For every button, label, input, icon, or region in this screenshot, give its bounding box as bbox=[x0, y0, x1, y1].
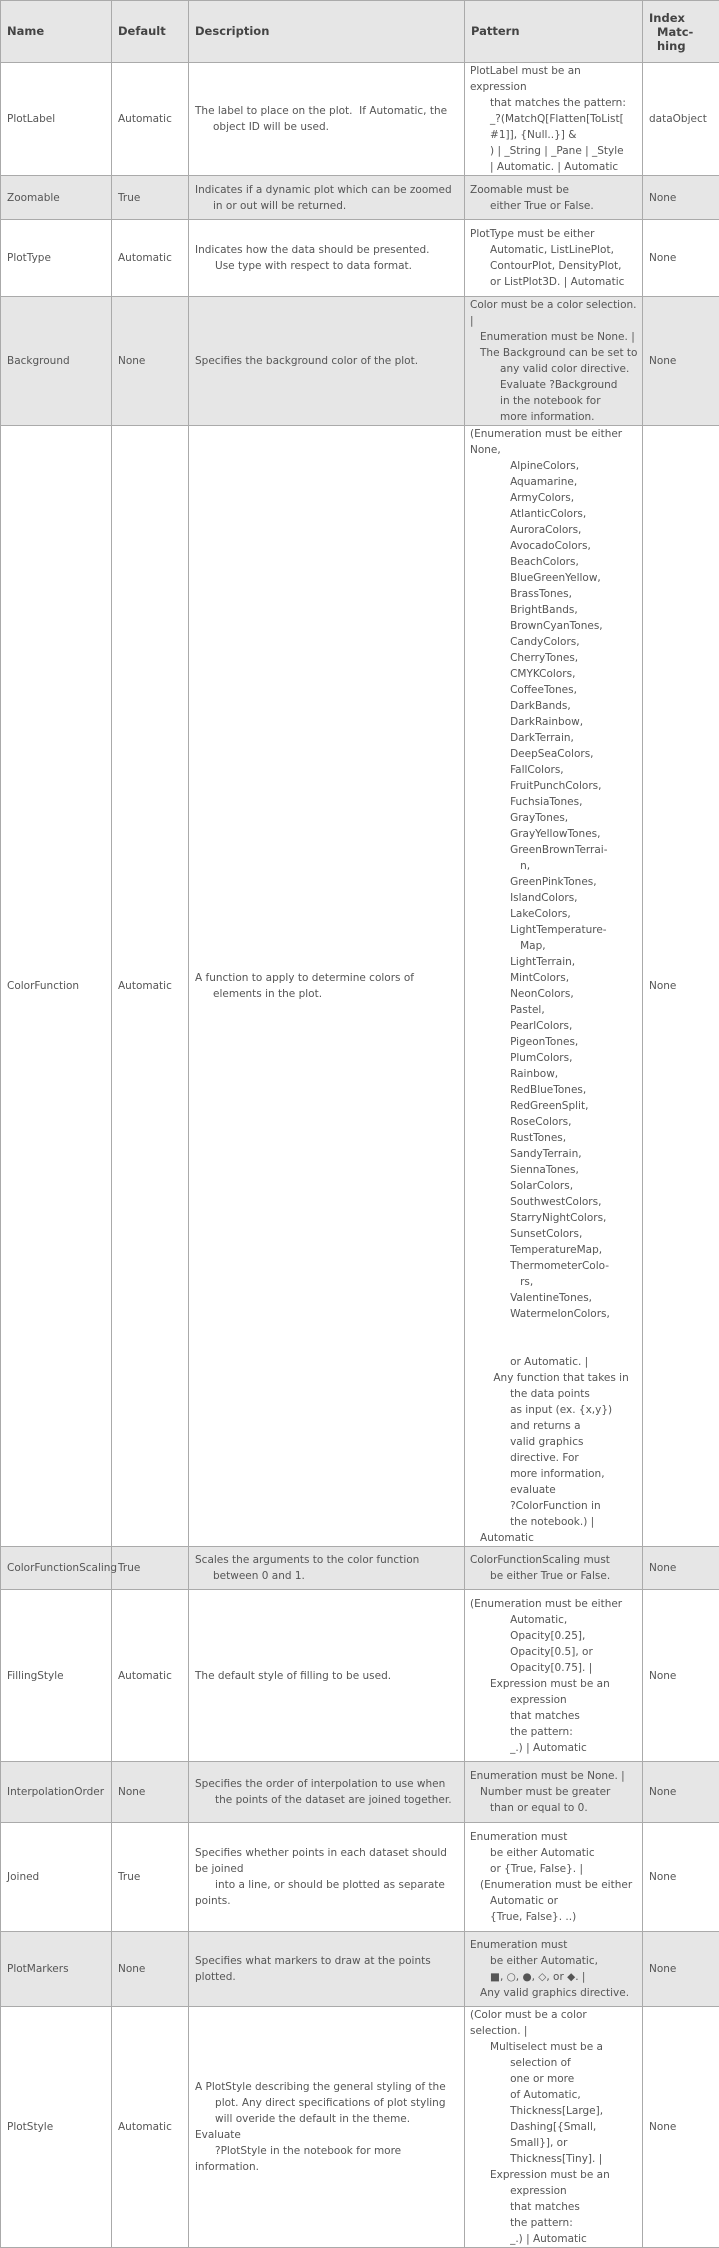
pattern-text: PlotLabel must be an expression that matches the pattern: _?(MatchQ[Flatten[ToList[ #1]], {Null..}] & ) | _String | _Pane | _Style | Automatic. | Automatic bbox=[470, 63, 638, 175]
cell-default: Automatic bbox=[112, 63, 189, 176]
table-row bbox=[1, 1762, 719, 1823]
description-text: Specifies what markers to draw at the points plotted. bbox=[195, 1953, 458, 1985]
header-index-line2: Matc- bbox=[649, 25, 713, 39]
cell-pattern bbox=[465, 1547, 643, 1590]
cell-pattern bbox=[465, 2007, 643, 2248]
pattern-text: (Color must be a color selection. | Multiselect must be a selection of one or more of Automatic, Thickness[Large], Dashing[{Small, Small}], or Thickness[Tiny]. | Expression must be an expression that matches the pattern: _.) | Automatic bbox=[470, 2007, 638, 2247]
cell-pattern bbox=[465, 176, 643, 220]
cell-description bbox=[189, 220, 465, 297]
table-row bbox=[1, 1932, 719, 2007]
table-row bbox=[1, 1590, 719, 1762]
cell-default: None bbox=[112, 1932, 189, 2007]
cell-name: FillingStyle bbox=[1, 1590, 112, 1762]
table-row bbox=[1, 1547, 719, 1590]
description-text: Indicates if a dynamic plot which can be zoomed in or out will be returned. bbox=[195, 182, 458, 214]
description-text: The default style of filling to be used. bbox=[195, 1668, 458, 1684]
description-text: Scales the arguments to the color function between 0 and 1. bbox=[195, 1552, 458, 1584]
cell-pattern bbox=[465, 1590, 643, 1762]
pattern-text: Color must be a color selection. | Enumeration must be None. | The Background can be set to any valid color directive. Evaluate ?Background in the notebook for more information. bbox=[470, 297, 638, 425]
cell-description bbox=[189, 176, 465, 220]
cell-index: None bbox=[643, 220, 719, 297]
cell-pattern bbox=[465, 297, 643, 426]
cell-name: ColorFunctionScaling bbox=[1, 1547, 112, 1590]
cell-description bbox=[189, 1762, 465, 1823]
header-index-line1: Index bbox=[649, 11, 713, 25]
cell-index: None bbox=[643, 2007, 719, 2248]
cell-name: ColorFunction bbox=[1, 426, 112, 1547]
pattern-text: Enumeration must be either Automatic, ■, ○, ●, ◇, or ◆. | Any valid graphics directive. bbox=[470, 1937, 638, 2001]
cell-name: Background bbox=[1, 297, 112, 426]
header-row bbox=[1, 1, 719, 63]
cell-index: None bbox=[643, 1590, 719, 1762]
cell-description bbox=[189, 297, 465, 426]
pattern-text: (Enumeration must be either None, AlpineColors, Aquamarine, ArmyColors, AtlanticColors, AuroraColors, AvocadoColors, BeachColors, BlueGreenYellow, BrassTones, BrightBands, BrownCyanTones, CandyColors, CherryTones, CMYKColors, CoffeeTones, DarkBands, DarkRainbow, DarkTerrain, DeepSeaColors, FallColors, FruitPunchColors, FuchsiaTones, GrayTones, GrayYellowTones, GreenBrownTerrai- n, GreenPinkTones, IslandColors, LakeColors, LightTemperature- Map, LightTerrain, MintColors, NeonColors, Pastel, PearlColors, PigeonTones, PlumColors, Rainbow, RedBlueTones, RedGreenSplit, RoseColors, RustTones, SandyTerrain, SiennaTones, SolarColors, SouthwestColors, StarryNightColors, SunsetColors, TemperatureMap, ThermometerColo- rs, ValentineTones, WatermelonColors, or Automatic. | Any function that takes in the data points as input (ex. {x,y}) and returns a valid graphics directive. For more information, evaluate ?ColorFunction in the notebook.) | Automatic bbox=[470, 426, 638, 1546]
cell-index: None bbox=[643, 1932, 719, 2007]
cell-name: Zoomable bbox=[1, 176, 112, 220]
cell-default: Automatic bbox=[112, 1590, 189, 1762]
cell-index: None bbox=[643, 1823, 719, 1932]
description-text: Specifies whether points in each dataset should be joined into a line, or should be plotted as separate points. bbox=[195, 1845, 458, 1909]
table-row bbox=[1, 297, 719, 426]
cell-name: InterpolationOrder bbox=[1, 1762, 112, 1823]
header-pattern: Pattern bbox=[465, 1, 643, 63]
cell-default: True bbox=[112, 1547, 189, 1590]
cell-name: PlotStyle bbox=[1, 2007, 112, 2248]
cell-pattern bbox=[465, 1932, 643, 2007]
header-index-matching bbox=[643, 1, 719, 63]
table-row bbox=[1, 1823, 719, 1932]
table-row bbox=[1, 220, 719, 297]
cell-description bbox=[189, 426, 465, 1547]
pattern-text: Enumeration must be None. | Number must be greater than or equal to 0. bbox=[470, 1768, 638, 1816]
cell-description bbox=[189, 1932, 465, 2007]
cell-index: None bbox=[643, 1547, 719, 1590]
header-description: Description bbox=[189, 1, 465, 63]
cell-index: None bbox=[643, 176, 719, 220]
pattern-text: PlotType must be either Automatic, ListLinePlot, ContourPlot, DensityPlot, or ListPlot3D. | Automatic bbox=[470, 226, 638, 290]
cell-index: None bbox=[643, 1762, 719, 1823]
pattern-text: (Enumeration must be either Automatic, Opacity[0.25], Opacity[0.5], or Opacity[0.75]. | Expression must be an expression that matches the pattern: _.) | Automatic bbox=[470, 1596, 638, 1756]
pattern-text: Enumeration must be either Automatic or {True, False}. | (Enumeration must be either Automatic or {True, False}. ..) bbox=[470, 1829, 638, 1925]
table-row bbox=[1, 63, 719, 176]
cell-default: None bbox=[112, 297, 189, 426]
cell-description bbox=[189, 1547, 465, 1590]
cell-index: None bbox=[643, 426, 719, 1547]
cell-pattern bbox=[465, 1823, 643, 1932]
table-row bbox=[1, 2007, 719, 2248]
cell-default: True bbox=[112, 176, 189, 220]
header-index-line3: hing bbox=[649, 39, 713, 53]
cell-default: None bbox=[112, 1762, 189, 1823]
cell-default: Automatic bbox=[112, 2007, 189, 2248]
cell-default: True bbox=[112, 1823, 189, 1932]
description-text: Specifies the order of interpolation to use when the points of the dataset are joined together. bbox=[195, 1776, 458, 1808]
cell-pattern bbox=[465, 1762, 643, 1823]
cell-name: PlotType bbox=[1, 220, 112, 297]
cell-description bbox=[189, 1590, 465, 1762]
description-text: A function to apply to determine colors of elements in the plot. bbox=[195, 970, 458, 1002]
cell-name: PlotLabel bbox=[1, 63, 112, 176]
cell-name: PlotMarkers bbox=[1, 1932, 112, 2007]
description-text: Indicates how the data should be presented. Use type with respect to data format. bbox=[195, 242, 458, 274]
cell-description bbox=[189, 2007, 465, 2248]
description-text: Specifies the background color of the plot. bbox=[195, 353, 458, 369]
cell-pattern bbox=[465, 220, 643, 297]
cell-index: None bbox=[643, 297, 719, 426]
cell-default: Automatic bbox=[112, 426, 189, 1547]
cell-pattern bbox=[465, 63, 643, 176]
cell-description bbox=[189, 63, 465, 176]
cell-name: Joined bbox=[1, 1823, 112, 1932]
table-row bbox=[1, 176, 719, 220]
cell-default: Automatic bbox=[112, 220, 189, 297]
header-default: Default bbox=[112, 1, 189, 63]
cell-index: dataObject bbox=[643, 63, 719, 176]
pattern-text: ColorFunctionScaling must be either True or False. bbox=[470, 1552, 638, 1584]
cell-pattern bbox=[465, 426, 643, 1547]
pattern-text: Zoomable must be either True or False. bbox=[470, 182, 638, 214]
cell-description bbox=[189, 1823, 465, 1932]
description-text: A PlotStyle describing the general styling of the plot. Any direct specifications of plot styling will overide the default in the theme. Evaluate ?PlotStyle in the notebook for more information. bbox=[195, 2079, 458, 2175]
header-name: Name bbox=[1, 1, 112, 63]
table-row bbox=[1, 426, 719, 1547]
description-text: The label to place on the plot. If Automatic, the object ID will be used. bbox=[195, 103, 458, 135]
